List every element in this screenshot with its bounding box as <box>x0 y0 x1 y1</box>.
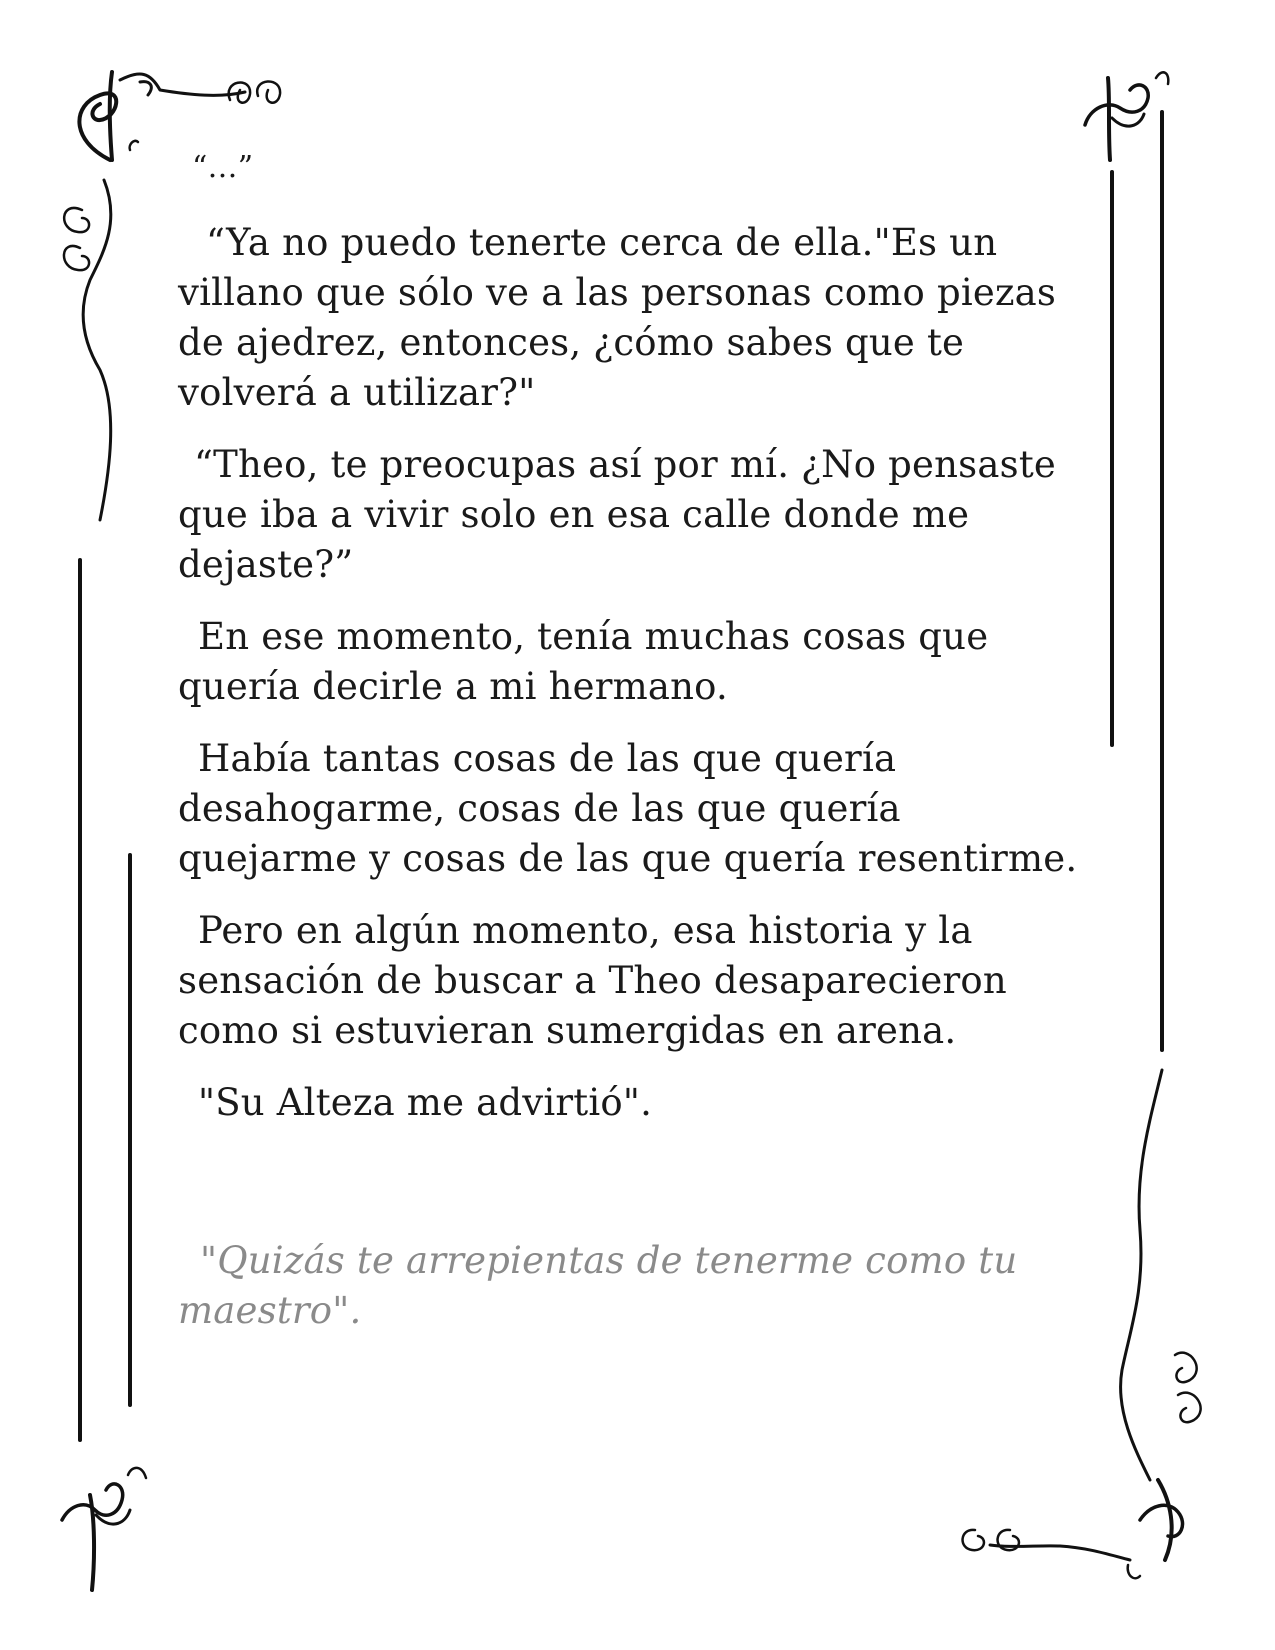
paragraph-4: Había tantas cosas de las que quería desahogarme, cosas de las que quería quejarme y cosas de las que quería resentirme. <box>178 737 1078 880</box>
paragraph-1: “Ya no puedo tenerte cerca de ella."Es un villano que sólo ve a las personas como piezas de ajedrez, entonces, ¿cómo sabes que te volverá a utilizar?" <box>178 221 1057 414</box>
ellipsis-paragraph: “…” <box>192 150 254 185</box>
paragraph-3: En ese momento, tenía muchas cosas que quería decirle a mi hermano. <box>178 615 989 708</box>
paragraph-6: "Su Alteza me advirtió". <box>198 1081 653 1124</box>
paragraph-2: “Theo, te preocupas así por mí. ¿No pensaste que iba a vivir solo en esa calle donde me dejaste?” <box>178 443 1056 586</box>
paragraph-5: Pero en algún momento, esa historia y la sensación de buscar a Theo desaparecieron como si estuvieran sumergidas en arena. <box>178 909 1007 1052</box>
top-right-flourish-icon <box>1085 72 1168 160</box>
bottom-left-flourish-icon <box>62 1468 146 1590</box>
chapter-text <box>178 148 1078 1358</box>
italic-quote: "Quizás te arrepientas de tenerme como tu maestro". <box>178 1239 1018 1332</box>
